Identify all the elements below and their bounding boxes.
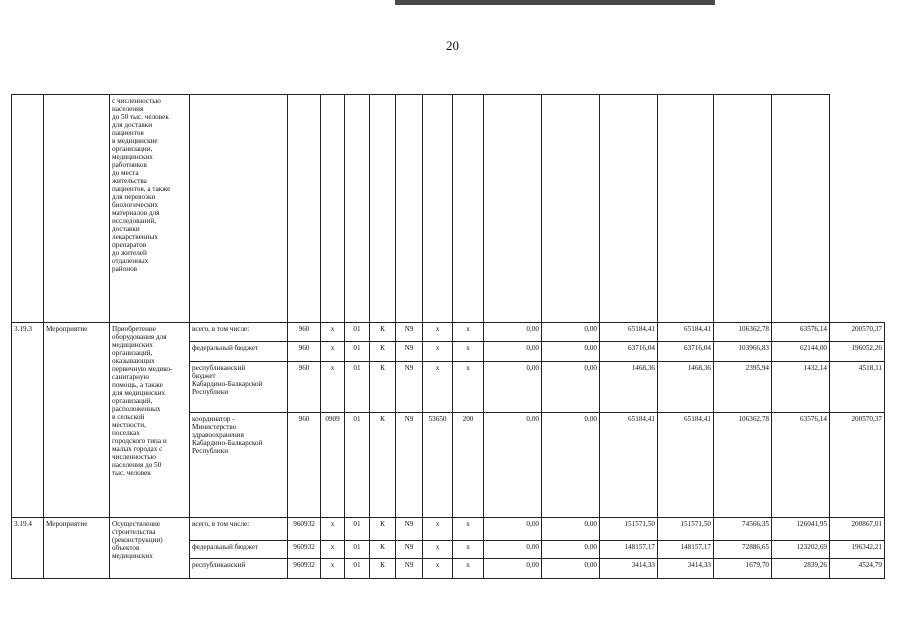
amount-value: 3414,33 [658,559,714,579]
amount-value: 200867,01 [830,518,885,541]
budget-table-body [12,95,885,579]
budget-code: К [370,362,396,413]
amount-value: 196052,26 [830,342,885,362]
budget-table [11,94,885,579]
page-number: 20 [446,38,459,53]
budget-code: N9 [396,518,423,541]
budget-code: N9 [396,323,423,342]
budget-code: x [321,342,345,362]
amount-value: 4518,11 [830,362,885,413]
budget-code: N9 [396,559,423,579]
funding-source: всего, в том числе: [190,323,288,342]
budget-code: x [423,541,453,559]
budget-code: 01 [345,342,370,362]
amount-value: 0,00 [484,413,542,518]
amount-value: 151571,50 [658,518,714,541]
budget-code: x [321,541,345,559]
budget-code: N9 [396,413,423,518]
budget-code: К [370,413,396,518]
amount-value: 126041,95 [772,518,830,541]
budget-code: 01 [345,541,370,559]
measure-description: Осуществление строительства (реконструкции) объектов медицинских [110,518,190,579]
funding-source: координатор - Министерство здравоохранения Кабардино-Балкарской Республики [190,413,288,518]
budget-code: x [321,559,345,579]
budget-code: К [370,342,396,362]
budget-code: К [370,541,396,559]
measure-description: Приобретение оборудования для медицинских организаций, оказывающих первичную медико- санитарную помощь, а также для медицинских организаций, расположенных в сельской местности, поселках городского типа и малых городах с численностью населения до 50 тыс. человек [110,323,190,518]
budget-code: К [370,518,396,541]
budget-code: К [370,323,396,342]
amount-value: 0,00 [542,362,600,413]
funding-source: всего, в том числе: [190,518,288,541]
amount-value: 196342,21 [830,541,885,559]
budget-code: 960932 [288,541,321,559]
amount-value: 0,00 [542,541,600,559]
amount-value: 74566,35 [714,518,772,541]
budget-code: x [423,342,453,362]
amount-value: 63576,14 [772,413,830,518]
amount-value: 200570,37 [830,323,885,342]
amount-value: 65184,41 [658,323,714,342]
budget-code: 960 [288,323,321,342]
funding-source: республиканский бюджет Кабардино-Балкарской Республики [190,362,288,413]
table-row [12,323,885,342]
amount-value: 0,00 [484,342,542,362]
amount-value: 65184,41 [658,413,714,518]
budget-code: x [423,362,453,413]
budget-code: 01 [345,323,370,342]
budget-code: x [453,362,484,413]
amount-value: 0,00 [542,323,600,342]
budget-code: 01 [345,559,370,579]
amount-value: 63716,04 [658,342,714,362]
table-row-continuation [12,95,885,323]
funding-source: федеральный бюджет [190,342,288,362]
budget-code: x [321,323,345,342]
amount-value: 1468,36 [658,362,714,413]
amount-value: 2395,94 [714,362,772,413]
budget-code: x [423,559,453,579]
budget-code: x [453,559,484,579]
amount-value: 148157,17 [658,541,714,559]
budget-code: x [453,342,484,362]
amount-value: 106362,78 [714,413,772,518]
amount-value: 0,00 [484,559,542,579]
budget-code: 01 [345,518,370,541]
budget-code: 01 [345,413,370,518]
amount-value: 0,00 [542,559,600,579]
budget-code: x [423,518,453,541]
scanned-header-band [395,0,715,5]
budget-code: 960932 [288,518,321,541]
measure-number: 3.19.4 [12,518,44,579]
amount-value: 62144,00 [772,342,830,362]
amount-value: 0,00 [484,541,542,559]
amount-value: 4524,79 [830,559,885,579]
amount-value: 65184,41 [600,323,658,342]
amount-value: 0,00 [542,518,600,541]
amount-value: 123202,69 [772,541,830,559]
budget-code: x [321,362,345,413]
budget-code: 01 [345,362,370,413]
amount-value: 106362,78 [714,323,772,342]
budget-code: 960 [288,413,321,518]
budget-code: x [453,518,484,541]
measure-type: Мероприятие [44,323,110,518]
amount-value: 65184,41 [600,413,658,518]
funding-source: республиканский [190,559,288,579]
budget-code: 0909 [321,413,345,518]
amount-value: 151571,50 [600,518,658,541]
budget-code: 960 [288,362,321,413]
amount-value: 0,00 [484,362,542,413]
budget-code: 53650 [423,413,453,518]
amount-value: 1468,36 [600,362,658,413]
amount-value: 3414,33 [600,559,658,579]
budget-code: N9 [396,362,423,413]
amount-value: 63716,04 [600,342,658,362]
funding-source: федеральный бюджет [190,541,288,559]
amount-value: 72886,65 [714,541,772,559]
budget-code: x [453,541,484,559]
budget-code: N9 [396,342,423,362]
amount-value: 103966,83 [714,342,772,362]
measure-description-continued: с численностью населения до 50 тыс. человек для доставки пациентов в медицинские организации, медицинских работников до места жительства пациентов, а также для перевозки биологических материалов для исследований, доставки лекарственных препаратов до жителей отдаленных районов [110,95,190,323]
amount-value: 1432,14 [772,362,830,413]
amount-value: 200570,37 [830,413,885,518]
budget-code: К [370,559,396,579]
budget-code: 960932 [288,559,321,579]
amount-value: 0,00 [542,342,600,362]
measure-number: 3.19.3 [12,323,44,518]
amount-value: 2839,26 [772,559,830,579]
budget-code: x [321,518,345,541]
amount-value: 0,00 [484,518,542,541]
measure-type: Мероприятие [44,518,110,579]
budget-code: N9 [396,541,423,559]
amount-value: 1679,70 [714,559,772,579]
amount-value: 0,00 [542,413,600,518]
budget-code: x [423,323,453,342]
amount-value: 63576,14 [772,323,830,342]
budget-code: 200 [453,413,484,518]
amount-value: 148157,17 [600,541,658,559]
budget-code: x [453,323,484,342]
amount-value: 0,00 [484,323,542,342]
budget-code: 960 [288,342,321,362]
table-row [12,518,885,541]
